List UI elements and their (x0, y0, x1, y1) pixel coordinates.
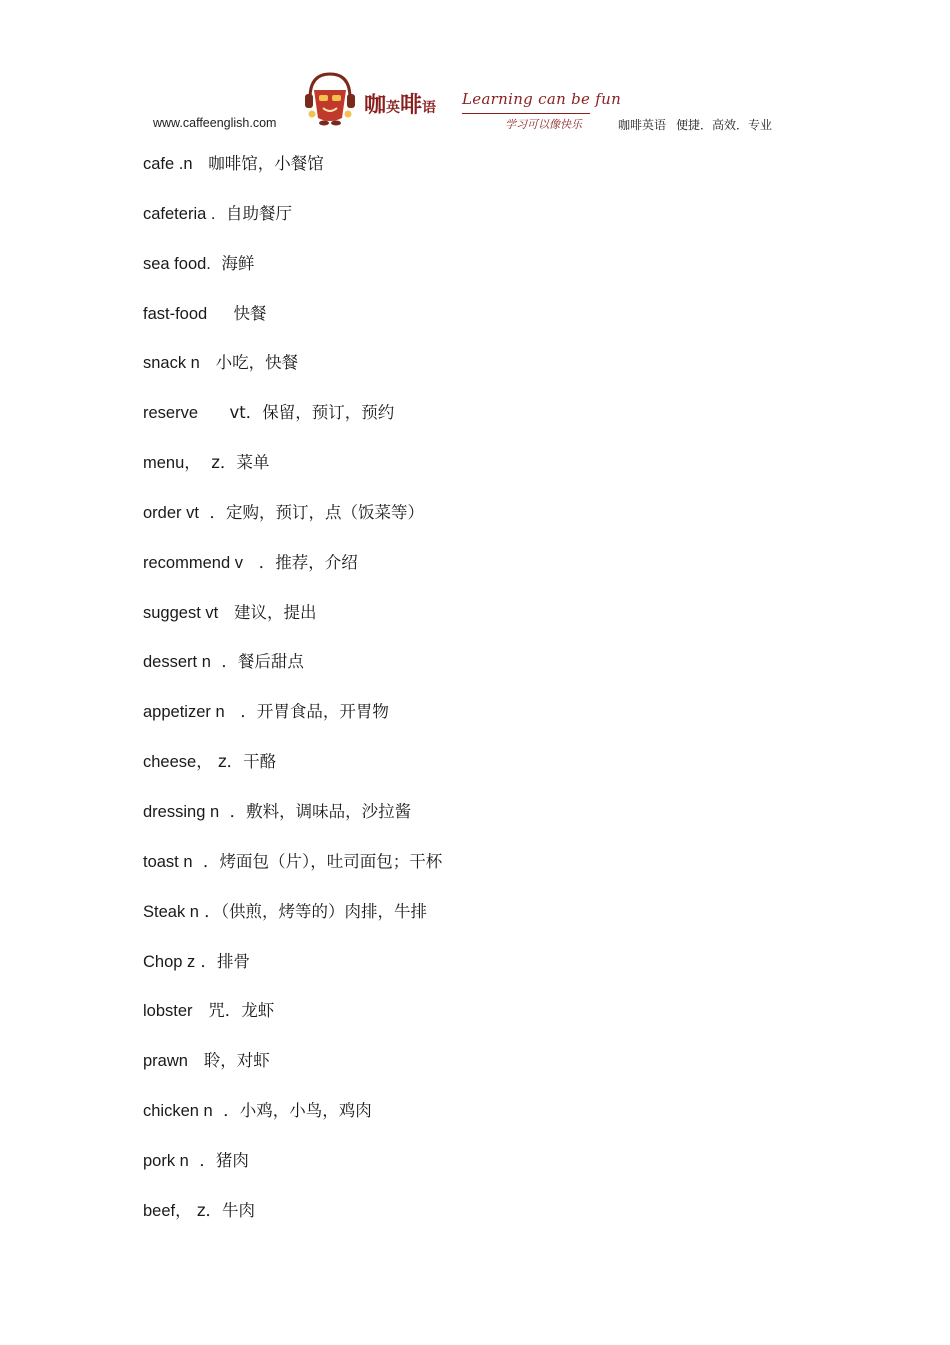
vocab-word: menu， (143, 454, 201, 473)
logo-chinese-name (364, 88, 436, 119)
vocab-word: pork n (143, 1151, 189, 1170)
vocab-definition: 聆，对虾 (203, 1051, 270, 1071)
vocab-item (143, 1197, 442, 1247)
vocab-definition: ．开胃食品，开胃物 (240, 702, 389, 722)
vocab-definition: ．定购，预订，点（饭菜等） (209, 502, 424, 522)
vocab-word: order vt (143, 503, 199, 522)
vocabulary-list (143, 150, 442, 1247)
vocab-definition: z．菜单 (211, 453, 270, 473)
logo-underline (462, 113, 590, 114)
vocab-item (143, 399, 442, 449)
vocab-item (143, 997, 442, 1047)
logo-char-3: 啡 (400, 93, 423, 118)
vocab-word: cafe .n (143, 155, 193, 173)
vocab-definition: ．烤面包（片），吐司面包；干杯 (203, 851, 443, 871)
vocab-word: dressing n (143, 802, 220, 821)
vocab-word: beef， (143, 1201, 192, 1220)
vocab-definition: z．干酪 (217, 752, 277, 772)
vocab-item (143, 748, 442, 798)
header-tagline (618, 116, 782, 133)
vocab-definition: 海鲜 (221, 253, 255, 273)
logo-slogan: 学习可以像快乐 (505, 118, 582, 131)
vocab-definition: 快餐 (233, 303, 267, 323)
vocab-word: suggest vt (143, 603, 219, 622)
vocab-item (143, 698, 442, 748)
vocab-item (143, 648, 442, 698)
vocab-item (143, 798, 442, 848)
vocab-item (143, 898, 442, 948)
vocab-word: cafeteria . (143, 204, 216, 223)
page-header (0, 0, 950, 140)
site-url: www.caffeenglish.com (153, 116, 277, 130)
vocab-word: chicken n (143, 1102, 213, 1121)
vocab-item (143, 300, 442, 350)
vocab-word: dessert n (143, 653, 211, 672)
vocab-item (143, 1047, 442, 1097)
vocab-definition: ．（供煎，烤等的）肉排，牛排 (204, 901, 427, 921)
vocab-definition: vt．保留，预订，预约 (229, 403, 395, 423)
vocab-item (143, 1147, 442, 1197)
vocab-definition: ．餐后甜点 (221, 652, 304, 672)
vocab-item (143, 499, 442, 549)
vocab-definition: ．推荐，介绍 (258, 552, 358, 572)
tagline-features: 便捷．高效．专业 (676, 118, 773, 132)
vocab-word: cheese， (143, 753, 213, 772)
vocab-item (143, 150, 442, 200)
vocab-word: prawn (143, 1052, 188, 1071)
vocab-definition: 自助餐厅 (225, 203, 292, 223)
vocab-definition: 咒．龙虾 (208, 1001, 275, 1021)
logo-char-4: 语 (422, 100, 437, 116)
vocab-definition: ．排骨 (200, 951, 251, 971)
vocab-definition: 建议，提出 (233, 602, 317, 622)
vocab-word: snack n (143, 354, 200, 373)
vocab-item (143, 250, 442, 300)
vocab-word: sea food. (143, 254, 211, 273)
caffe-english-logo (300, 68, 622, 132)
vocab-word: appetizer n (143, 703, 225, 722)
tagline-brand: 咖啡英语 (618, 118, 667, 132)
vocab-word: recommend v (143, 553, 243, 572)
logo-english-text: Learning can be fun (462, 90, 622, 108)
vocab-word: fast-food (143, 304, 208, 323)
vocab-word: Steak n (143, 902, 199, 921)
vocab-word: toast n (143, 852, 193, 871)
vocab-definition: ．小鸡，小鸟，鸡肉 (223, 1101, 372, 1121)
vocab-item (143, 848, 442, 898)
vocab-definition: 小吃，快餐 (215, 353, 299, 373)
vocab-word: reserve (143, 404, 199, 423)
vocab-item (143, 349, 442, 399)
vocab-item (143, 948, 442, 998)
vocab-definition: 咖啡馆，小餐馆 (208, 154, 324, 173)
vocab-definition: z．牛肉 (196, 1200, 256, 1220)
logo-char-1: 咖 (364, 93, 387, 118)
logo-char-2: 英 (386, 100, 401, 116)
vocab-word: lobster (143, 1002, 193, 1021)
vocab-definition: ．敷料，调味品，沙拉酱 (229, 801, 412, 821)
vocab-definition: ．猪肉 (199, 1150, 249, 1170)
coffee-cup-mascot-icon (300, 68, 360, 128)
vocab-word: Chop z (143, 952, 196, 971)
vocab-item (143, 1097, 442, 1147)
vocab-item (143, 200, 442, 250)
vocab-item (143, 449, 442, 499)
vocab-item (143, 549, 442, 599)
vocab-item (143, 599, 442, 649)
